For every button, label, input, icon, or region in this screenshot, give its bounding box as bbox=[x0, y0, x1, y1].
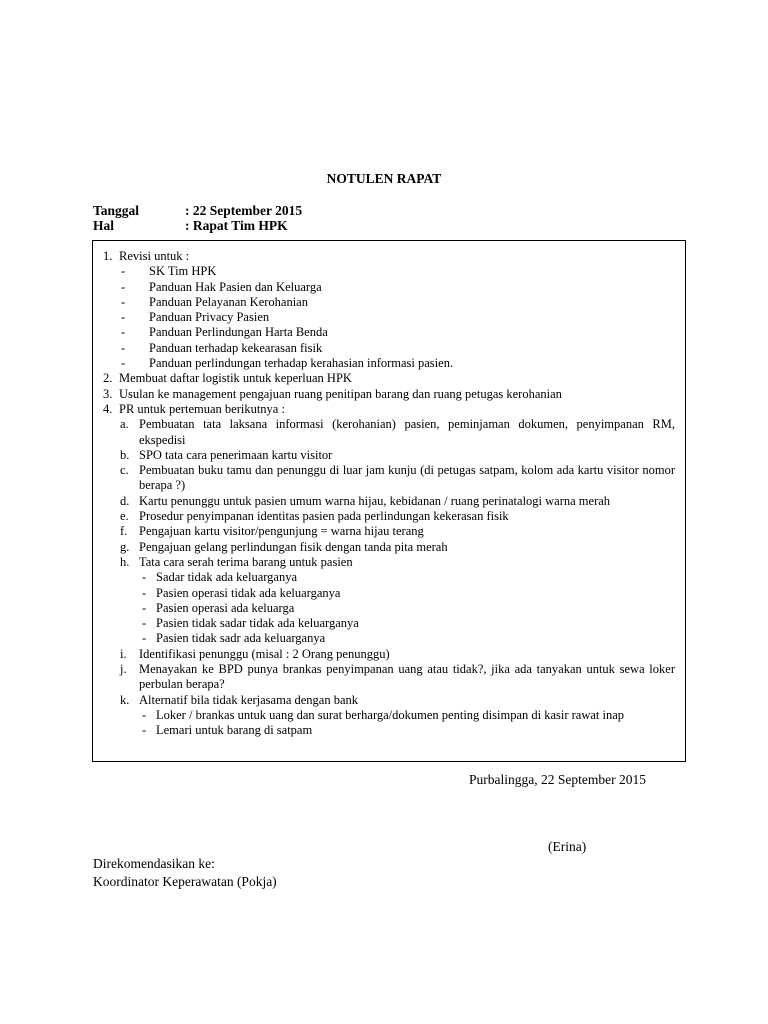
bullet-dash: - bbox=[142, 631, 147, 646]
hal-value: : Rapat Tim HPK bbox=[185, 218, 288, 233]
list-item-text: Panduan Hak Pasien dan Keluarga bbox=[149, 279, 322, 294]
bullet-dash: - bbox=[121, 356, 126, 371]
list-item-text: Pembuatan buku tamu dan penunggu di luar jam kunju (di petugas satpam, kolom ada kartu visitor nomor berapa ?) bbox=[139, 463, 675, 493]
item-number: 2. bbox=[103, 371, 113, 386]
bullet-dash: - bbox=[142, 707, 147, 722]
item-letter: h. bbox=[120, 554, 130, 569]
list-item-text: Panduan perlindungan terhadap kerahasian informasi pasien. bbox=[149, 356, 454, 371]
list-item-text: Alternatif bila tidak kerjasama dengan bank bbox=[139, 692, 359, 707]
list-item bbox=[93, 586, 675, 601]
list-item-text: Pengajuan kartu visitor/pengunjung = warna hijau terang bbox=[139, 524, 424, 539]
list-item bbox=[93, 616, 675, 631]
recommendation-target: Koordinator Keperawatan (Pokja) bbox=[93, 874, 277, 889]
list-item-text: Panduan Pelayanan Kerohanian bbox=[149, 294, 308, 309]
list-item bbox=[93, 601, 675, 616]
list-item bbox=[93, 387, 675, 402]
list-item bbox=[93, 264, 675, 279]
bullet-dash: - bbox=[142, 600, 147, 615]
list-item bbox=[93, 647, 675, 662]
list-item-text: Pembuatan tata laksana informasi (kerohanian) pasien, peminjaman dokumen, penyimpanan RM, ekspedisi bbox=[139, 417, 675, 447]
list-item bbox=[93, 494, 675, 509]
signature-place-date: Purbalingga, 22 September 2015 bbox=[469, 772, 646, 787]
list-item-text: Panduan Perlindungan Harta Benda bbox=[149, 325, 328, 340]
list-item-text: Usulan ke management pengajuan ruang penitipan barang dan ruang petugas kerohanian bbox=[119, 386, 562, 401]
list-item bbox=[93, 417, 675, 448]
bullet-dash: - bbox=[142, 570, 147, 585]
item-number: 3. bbox=[103, 386, 113, 401]
list-item-text: Panduan terhadap kekearasan fisik bbox=[149, 340, 323, 355]
list-item bbox=[93, 570, 675, 585]
list-item bbox=[93, 325, 675, 340]
meta-hal bbox=[93, 218, 288, 234]
tanggal-value: : 22 September 2015 bbox=[185, 203, 303, 218]
item-letter: b. bbox=[120, 447, 130, 462]
list-item bbox=[93, 463, 675, 494]
list-item bbox=[93, 249, 675, 264]
item-letter: a. bbox=[120, 417, 129, 432]
list-item bbox=[93, 540, 675, 555]
list-item-text: Pengajuan gelang perlindungan fisik dengan tanda pita merah bbox=[139, 539, 448, 554]
item-letter: g. bbox=[120, 539, 130, 554]
list-item bbox=[93, 555, 675, 570]
item-letter: j. bbox=[120, 662, 127, 677]
list-item bbox=[93, 341, 675, 356]
list-item bbox=[93, 295, 675, 310]
meta-tanggal bbox=[93, 203, 302, 219]
list-item-text: Pasien tidak sadar tidak ada keluarganya bbox=[156, 616, 359, 631]
bullet-dash: - bbox=[121, 264, 126, 279]
list-item-text: SK Tim HPK bbox=[149, 264, 217, 279]
signature-name: (Erina) bbox=[548, 839, 587, 854]
list-item bbox=[93, 509, 675, 524]
list-item bbox=[93, 723, 675, 738]
list-item-text: Sadar tidak ada keluarganya bbox=[156, 570, 298, 585]
list-item bbox=[93, 280, 675, 295]
item-letter: e. bbox=[120, 509, 129, 524]
list-item-text: Panduan Privacy Pasien bbox=[149, 310, 270, 325]
list-item bbox=[93, 693, 675, 708]
bullet-dash: - bbox=[121, 325, 126, 340]
list-item bbox=[93, 708, 675, 723]
list-item-text: Pasien operasi tidak ada keluarganya bbox=[156, 585, 341, 600]
hal-label: Hal bbox=[93, 218, 115, 233]
list-item-text: Menayakan ke BPD punya brankas penyimpanan uang atau tidak?, jika ada tanyakan untuk sewa loker perbulan berapa? bbox=[139, 662, 675, 692]
item-letter: c. bbox=[120, 463, 129, 478]
item-letter: d. bbox=[120, 493, 130, 508]
item-number: 4. bbox=[103, 401, 113, 416]
list-item bbox=[93, 662, 675, 693]
list-item-text: Tata cara serah terima barang untuk pasien bbox=[139, 554, 353, 569]
list-item-text: Identifikasi penunggu (misal : 2 Orang penunggu) bbox=[139, 646, 390, 661]
bullet-dash: - bbox=[142, 723, 147, 738]
bullet-dash: - bbox=[142, 585, 147, 600]
bullet-dash: - bbox=[121, 279, 126, 294]
tanggal-label: Tanggal bbox=[93, 203, 140, 218]
bullet-dash: - bbox=[121, 310, 126, 325]
list-item bbox=[93, 524, 675, 539]
list-item-text: Membuat daftar logistik untuk keperluan HPK bbox=[119, 371, 352, 386]
item-letter: f. bbox=[120, 524, 128, 539]
list-item bbox=[93, 402, 675, 417]
list-item-text: Revisi untuk : bbox=[119, 249, 190, 263]
bullet-dash: - bbox=[121, 340, 126, 355]
notes-box bbox=[92, 240, 686, 762]
list-item-text: PR untuk pertemuan berikutnya : bbox=[119, 401, 285, 416]
list-item-text: Kartu penunggu untuk pasien umum warna hijau, kebidanan / ruang perinatalogi warna merah bbox=[139, 493, 611, 508]
list-item-text: Lemari untuk barang di satpam bbox=[156, 723, 313, 738]
list-item-text: Prosedur penyimpanan identitas pasien pada perlindungan kekerasan fisik bbox=[139, 509, 509, 524]
list-item-text: SPO tata cara penerimaan kartu visitor bbox=[139, 447, 333, 462]
list-item-text: Pasien operasi ada keluarga bbox=[156, 600, 295, 615]
item-number: 1. bbox=[103, 249, 113, 263]
bullet-dash: - bbox=[142, 616, 147, 631]
list-item-text: Loker / brankas untuk uang dan surat berharga/dokumen penting disimpan di kasir rawat inap bbox=[156, 707, 625, 722]
document-title: NOTULEN RAPAT bbox=[326, 171, 442, 186]
list-item bbox=[93, 356, 675, 371]
bullet-dash: - bbox=[121, 294, 126, 309]
item-letter: k. bbox=[120, 692, 130, 707]
list-item-text: Pasien tidak sadr ada keluarganya bbox=[156, 631, 326, 646]
recommendation-label: Direkomendasikan ke: bbox=[93, 856, 215, 871]
list-item bbox=[93, 448, 675, 463]
list-item bbox=[93, 310, 675, 325]
list-item bbox=[93, 371, 675, 386]
list-item bbox=[93, 631, 675, 646]
item-letter: i. bbox=[120, 646, 127, 661]
